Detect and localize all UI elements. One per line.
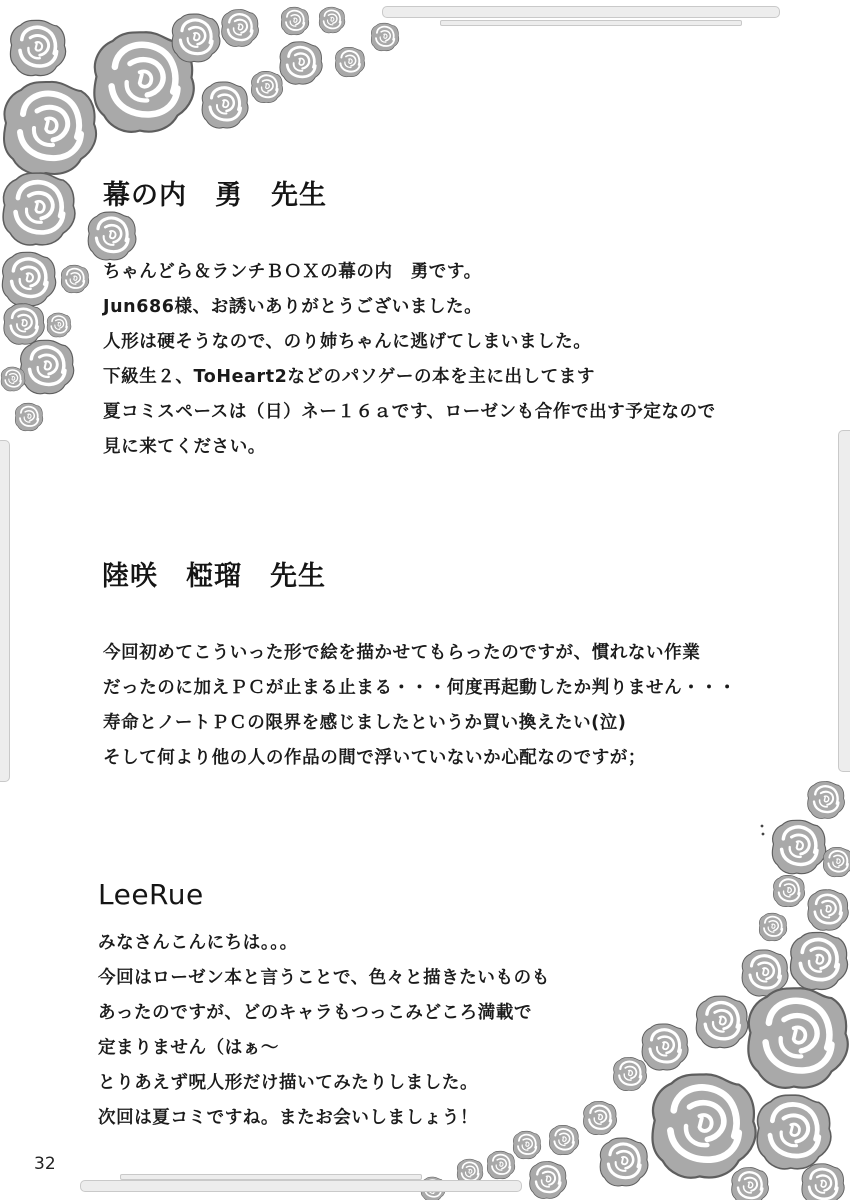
section-1-line: ちゃんどら＆ランチＢＯＸの幕の内 勇です。: [103, 262, 482, 282]
page-number: 32: [34, 1154, 56, 1174]
section-1-body: [103, 255, 716, 465]
section-2-line: 今回初めてこういった形で絵を描かせてもらったのですが、慣れない作業: [103, 643, 701, 663]
section-3-line: あったのですが、どのキャラもつっこみどころ満載で: [98, 1003, 533, 1023]
section-1-line: 下級生２、ToHeart2などのパソゲーの本を主に出してます: [103, 367, 595, 387]
section-1-title: 幕の内 勇 先生: [103, 180, 327, 211]
section-2-line: だったのに加えＰＣが止まる止まる・・・何度再起動したか判りません・・・: [103, 678, 737, 698]
top-rail: [382, 6, 780, 18]
section-3-line: とりあえず呪人形だけ描いてみたりしました。: [98, 1073, 479, 1093]
section-2-body: [103, 636, 737, 776]
left-rail: [0, 440, 10, 782]
section-1-line: 見に来てください。: [103, 437, 266, 457]
section-1-line: 夏コミスペースは（日）ネー１６ａです、ローゼンも合作で出す予定なので: [103, 402, 716, 422]
section-3-body: [98, 926, 550, 1136]
section-1-line: 人形は硬そうなので、のり姉ちゃんに逃げてしまいました。: [103, 332, 592, 352]
section-1-line: Jun686様、お誘いありがとうございました。: [103, 297, 483, 317]
top-rail-inner: [440, 20, 742, 26]
section-3-line: 次回は夏コミですね。またお会いしましょう！: [98, 1108, 479, 1128]
section-2-title: 陸咲 椏瑠 先生: [102, 561, 326, 592]
section-3-line: 定まりません（はぁ～: [98, 1038, 279, 1058]
section-3-line: 今回はローゼン本と言うことで、色々と描きたいものも: [98, 968, 550, 988]
section-3-line: みなさんこんにちは。。。: [98, 933, 298, 953]
section-2-line: 寿命とノートＰＣの限界を感じましたというか買い換えたい(泣): [103, 713, 627, 733]
section-3-title: LeeRue: [98, 878, 204, 911]
bottom-rail-inner: [120, 1174, 422, 1180]
section-2-line: そして何より他の人の作品の間で浮いていないか心配なのですが；: [103, 748, 646, 768]
bottom-rail: [80, 1180, 522, 1192]
right-rail: [838, 430, 850, 772]
